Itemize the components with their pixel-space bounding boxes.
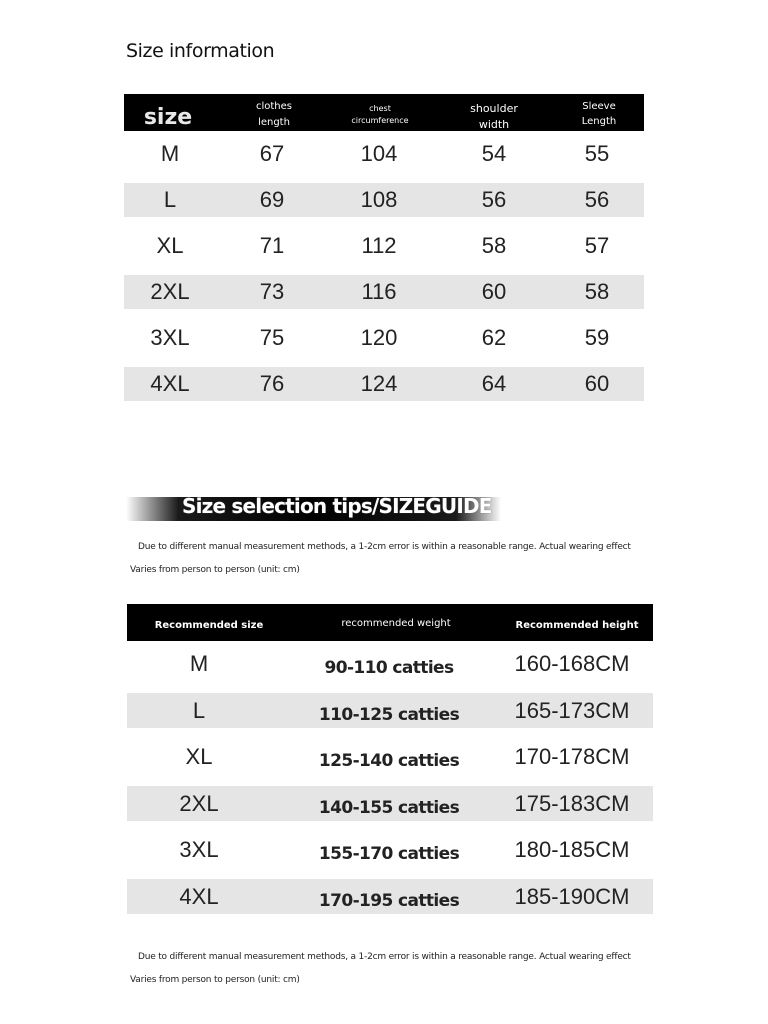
cell-recommended-weight: 90-110 catties — [324, 658, 454, 678]
cell-recommended-height: 160-168CM — [514, 651, 630, 676]
cell-sleeve: 56 — [584, 187, 610, 212]
cell-clothes-length: 71 — [259, 233, 285, 258]
size-table-header — [124, 94, 644, 131]
cell-chest: 124 — [360, 371, 398, 396]
cell-recommended-height: 185-190CM — [514, 883, 630, 909]
cell-size: M — [160, 141, 180, 166]
cell-sleeve: 59 — [584, 325, 610, 350]
cell-shoulder: 62 — [481, 325, 507, 350]
page-title: Size information — [126, 40, 275, 62]
footer-note-line1: Due to different manual measurement methods, a 1-2cm error is within a reasonable range. Actual wearing effect — [138, 952, 631, 962]
cell-recommended-weight: 170-195 catties — [318, 890, 460, 911]
table-row — [127, 688, 653, 735]
header-sleeve-line1: Sleeve — [582, 101, 616, 112]
recommend-table — [127, 604, 653, 920]
header-sleeve-line2: Length — [581, 115, 617, 127]
header-shoulder-line2: width — [478, 117, 510, 131]
cell-recommended-weight: 140-155 catties — [318, 797, 460, 818]
cell-recommended-size: 2XL — [179, 790, 219, 816]
header-chest-line2: circumference — [351, 116, 409, 126]
cell-recommended-weight: 125-140 catties — [318, 751, 460, 771]
header-chest-line1: chest — [369, 104, 391, 113]
cell-shoulder: 54 — [481, 141, 507, 166]
cell-size: 4XL — [150, 371, 190, 396]
size-table — [124, 94, 644, 407]
cell-shoulder: 56 — [481, 187, 507, 212]
cell-chest: 104 — [360, 141, 398, 166]
table-row — [127, 641, 653, 688]
table-row — [124, 177, 644, 223]
cell-sleeve: 60 — [584, 371, 610, 396]
cell-recommended-weight: 110-125 catties — [318, 704, 460, 725]
table-row — [124, 223, 644, 269]
cell-recommended-weight: 155-170 catties — [318, 844, 460, 864]
cell-recommended-height: 175-183CM — [514, 790, 630, 816]
header-size: size — [143, 105, 193, 130]
recommend-table-body — [127, 641, 653, 920]
cell-chest: 112 — [361, 233, 397, 258]
cell-recommended-size: L — [192, 697, 206, 723]
tips-note-line2: Varies from person to person (unit: cm) — [130, 565, 300, 575]
recommend-table-header — [127, 604, 653, 641]
table-row — [127, 827, 653, 874]
cell-chest: 108 — [360, 187, 398, 212]
table-row — [127, 734, 653, 781]
cell-recommended-height: 180-185CM — [514, 837, 630, 862]
header-clothes-length-line1: clothes — [255, 101, 292, 112]
cell-clothes-length: 67 — [259, 141, 285, 166]
cell-clothes-length: 73 — [259, 279, 285, 304]
header-recommended-height: Recommended height — [515, 620, 639, 631]
cell-size: 3XL — [150, 325, 190, 350]
cell-shoulder: 58 — [481, 233, 507, 258]
header-recommended-weight: recommended weight — [341, 618, 451, 629]
cell-chest: 120 — [360, 325, 398, 350]
table-row — [127, 874, 653, 921]
cell-recommended-size: 4XL — [179, 883, 219, 909]
table-row — [124, 315, 644, 361]
footer-note-line2: Varies from person to person (unit: cm) — [130, 975, 300, 985]
size-table-body — [124, 131, 644, 407]
cell-chest: 116 — [361, 279, 397, 304]
cell-size: XL — [156, 233, 184, 258]
cell-sleeve: 58 — [584, 279, 610, 304]
cell-recommended-height: 165-173CM — [514, 697, 630, 723]
cell-shoulder: 64 — [481, 371, 507, 396]
table-row — [124, 131, 644, 177]
header-clothes-length-line2: length — [258, 116, 290, 128]
cell-recommended-size: XL — [185, 744, 213, 769]
cell-clothes-length: 76 — [259, 371, 285, 396]
cell-size: L — [163, 187, 177, 212]
table-row — [124, 269, 644, 315]
cell-sleeve: 55 — [584, 141, 610, 166]
cell-recommended-height: 170-178CM — [514, 744, 630, 769]
table-row — [127, 781, 653, 828]
cell-clothes-length: 75 — [259, 325, 285, 350]
header-shoulder-line1: shoulder — [470, 102, 518, 115]
cell-size: 2XL — [150, 279, 190, 304]
cell-sleeve: 57 — [584, 233, 610, 258]
cell-recommended-size: M — [189, 651, 209, 676]
cell-clothes-length: 69 — [259, 187, 285, 212]
tips-title: Size selection tips/SIZEGUIDE — [182, 494, 492, 518]
table-row — [124, 361, 644, 407]
header-recommended-size: Recommended size — [154, 620, 264, 631]
cell-recommended-size: 3XL — [179, 837, 219, 862]
cell-shoulder: 60 — [481, 279, 507, 304]
tips-note-line1: Due to different manual measurement methods, a 1-2cm error is within a reasonable range. Actual wearing effect — [138, 542, 631, 552]
